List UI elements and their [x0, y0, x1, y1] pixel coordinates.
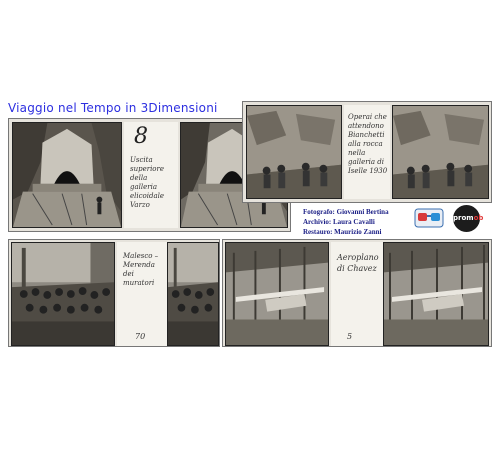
stereo-photo-left — [225, 242, 329, 346]
stereo-photo-right — [383, 242, 489, 346]
tunnel-image — [13, 123, 121, 227]
plate-number: 8 — [134, 124, 148, 149]
3d-glasses-logo-icon — [414, 206, 444, 230]
credit-archive: Archivio: Laura Cavalli — [303, 218, 375, 226]
stereo-photo-right — [392, 105, 489, 199]
stereo-photo-left — [12, 122, 122, 228]
stereo-plate-workers — [242, 101, 492, 203]
stereo-photo-left — [246, 105, 342, 199]
plate-number: 70 — [135, 332, 146, 341]
credits-block — [303, 207, 389, 237]
aeroplane-image — [384, 243, 488, 345]
plate-caption: Malesco – Merenda dei muratori — [123, 252, 159, 287]
workers-image — [247, 106, 341, 198]
plate-label — [331, 242, 383, 346]
credit-photographer: Fotografo: Giovanni Bertina — [303, 208, 389, 216]
plate-label — [344, 105, 390, 199]
crowd-image — [12, 243, 114, 345]
plate-caption: Operai che attendono Bianchetti alla rocca nella galleria di Iselle 1930 — [348, 113, 388, 175]
plate-caption: Aeroplano di Chavez — [337, 253, 379, 273]
promob-logo-icon: promob — [453, 205, 480, 232]
stereo-plate-aeroplane — [222, 239, 492, 347]
plate-number: 5 — [347, 332, 353, 341]
credit-restorer: Restauro: Maurizio Zanni — [303, 228, 382, 236]
stereo-photo-right — [167, 242, 219, 346]
page-title: Viaggio nel Tempo in 3Dimensioni — [8, 101, 218, 115]
plate-label — [124, 122, 178, 228]
plate-caption: Uscita superiore della galleria elicoidale Varzo — [130, 156, 165, 209]
crowd-image — [168, 243, 218, 345]
stereo-photo-left — [11, 242, 115, 346]
stereo-plate-malesco — [8, 239, 220, 347]
plate-label — [117, 242, 167, 346]
aeroplane-image — [226, 243, 328, 345]
workers-image — [393, 106, 488, 198]
